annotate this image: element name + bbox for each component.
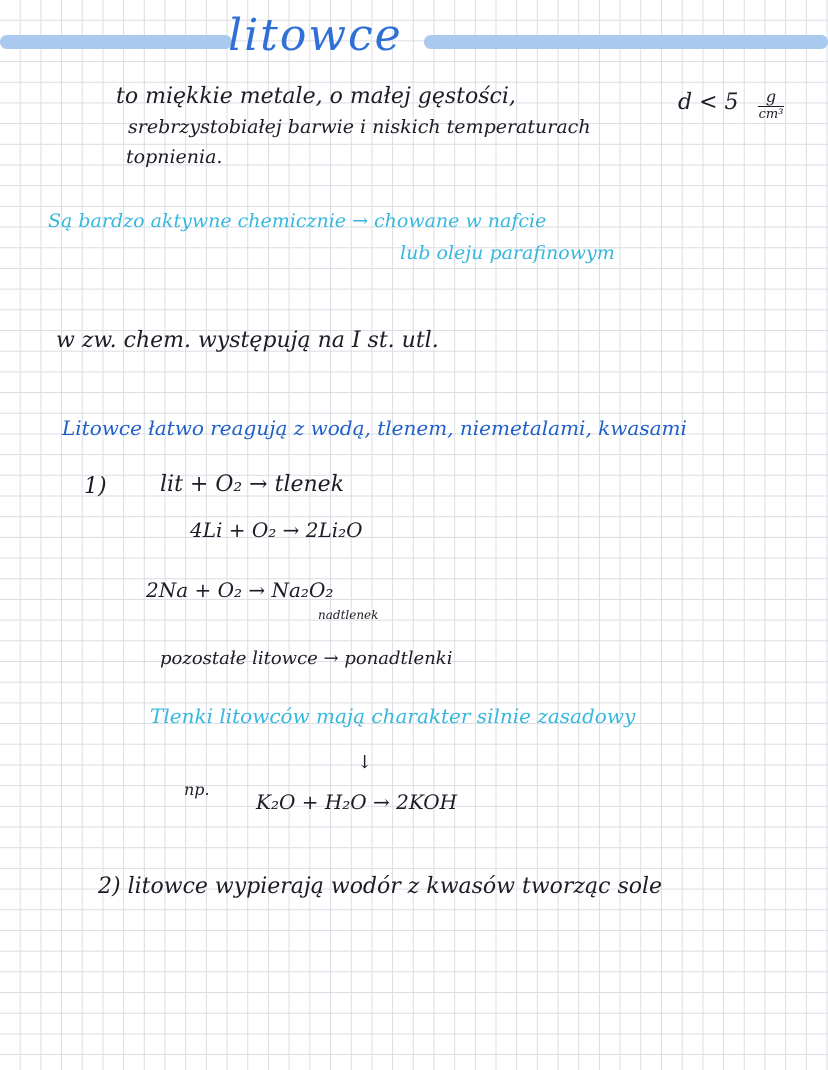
density-unit <box>758 88 784 123</box>
density-unit-denominator: cm³ <box>758 107 784 122</box>
reaction-2-note: nadtlenek <box>318 608 379 622</box>
reaction-3-text: pozostałe litowce → ponadtlenki <box>160 648 453 669</box>
density-prefix: d < 5 <box>678 90 739 115</box>
reaction-1-text: lit + O₂ → tlenek <box>160 472 345 497</box>
page-title: litowce <box>228 10 403 61</box>
example-equation: K₂O + H₂O → 2KOH <box>256 790 458 814</box>
reaction-1-label: 1) <box>84 474 107 499</box>
title-highlight-left <box>0 35 232 49</box>
example-label: np. <box>184 780 210 799</box>
oxides-basic-note: Tlenki litowców mają charakter silnie zasadowy <box>150 704 636 728</box>
activity-line-1: Są bardzo aktywne chemicznie → chowane w nafcie <box>48 210 547 232</box>
title-highlight-right <box>424 35 828 49</box>
reaction-4-text: 2) litowce wypierają wodór z kwasów tworząc sole <box>98 874 663 899</box>
intro-line-1: to miękkie metale, o małej gęstości, <box>116 84 516 109</box>
activity-line-2: lub oleju parafinowym <box>400 242 615 264</box>
density-unit-numerator: g <box>758 88 784 107</box>
intro-line-3: topnienia. <box>126 146 223 168</box>
reactivity-heading: Litowce łatwo reagują z wodą, tlenem, niemetalami, kwasami <box>62 416 687 440</box>
oxidation-state-note: w zw. chem. występują na I st. utl. <box>56 328 439 353</box>
reaction-2-equation: 2Na + O₂ → Na₂O₂ <box>146 578 334 602</box>
intro-line-2: srebrzystobiałej barwie i niskich temperaturach <box>128 116 591 138</box>
down-arrow: ↓ <box>357 752 373 773</box>
reaction-1-equation: 4Li + O₂ → 2Li₂O <box>190 518 363 542</box>
